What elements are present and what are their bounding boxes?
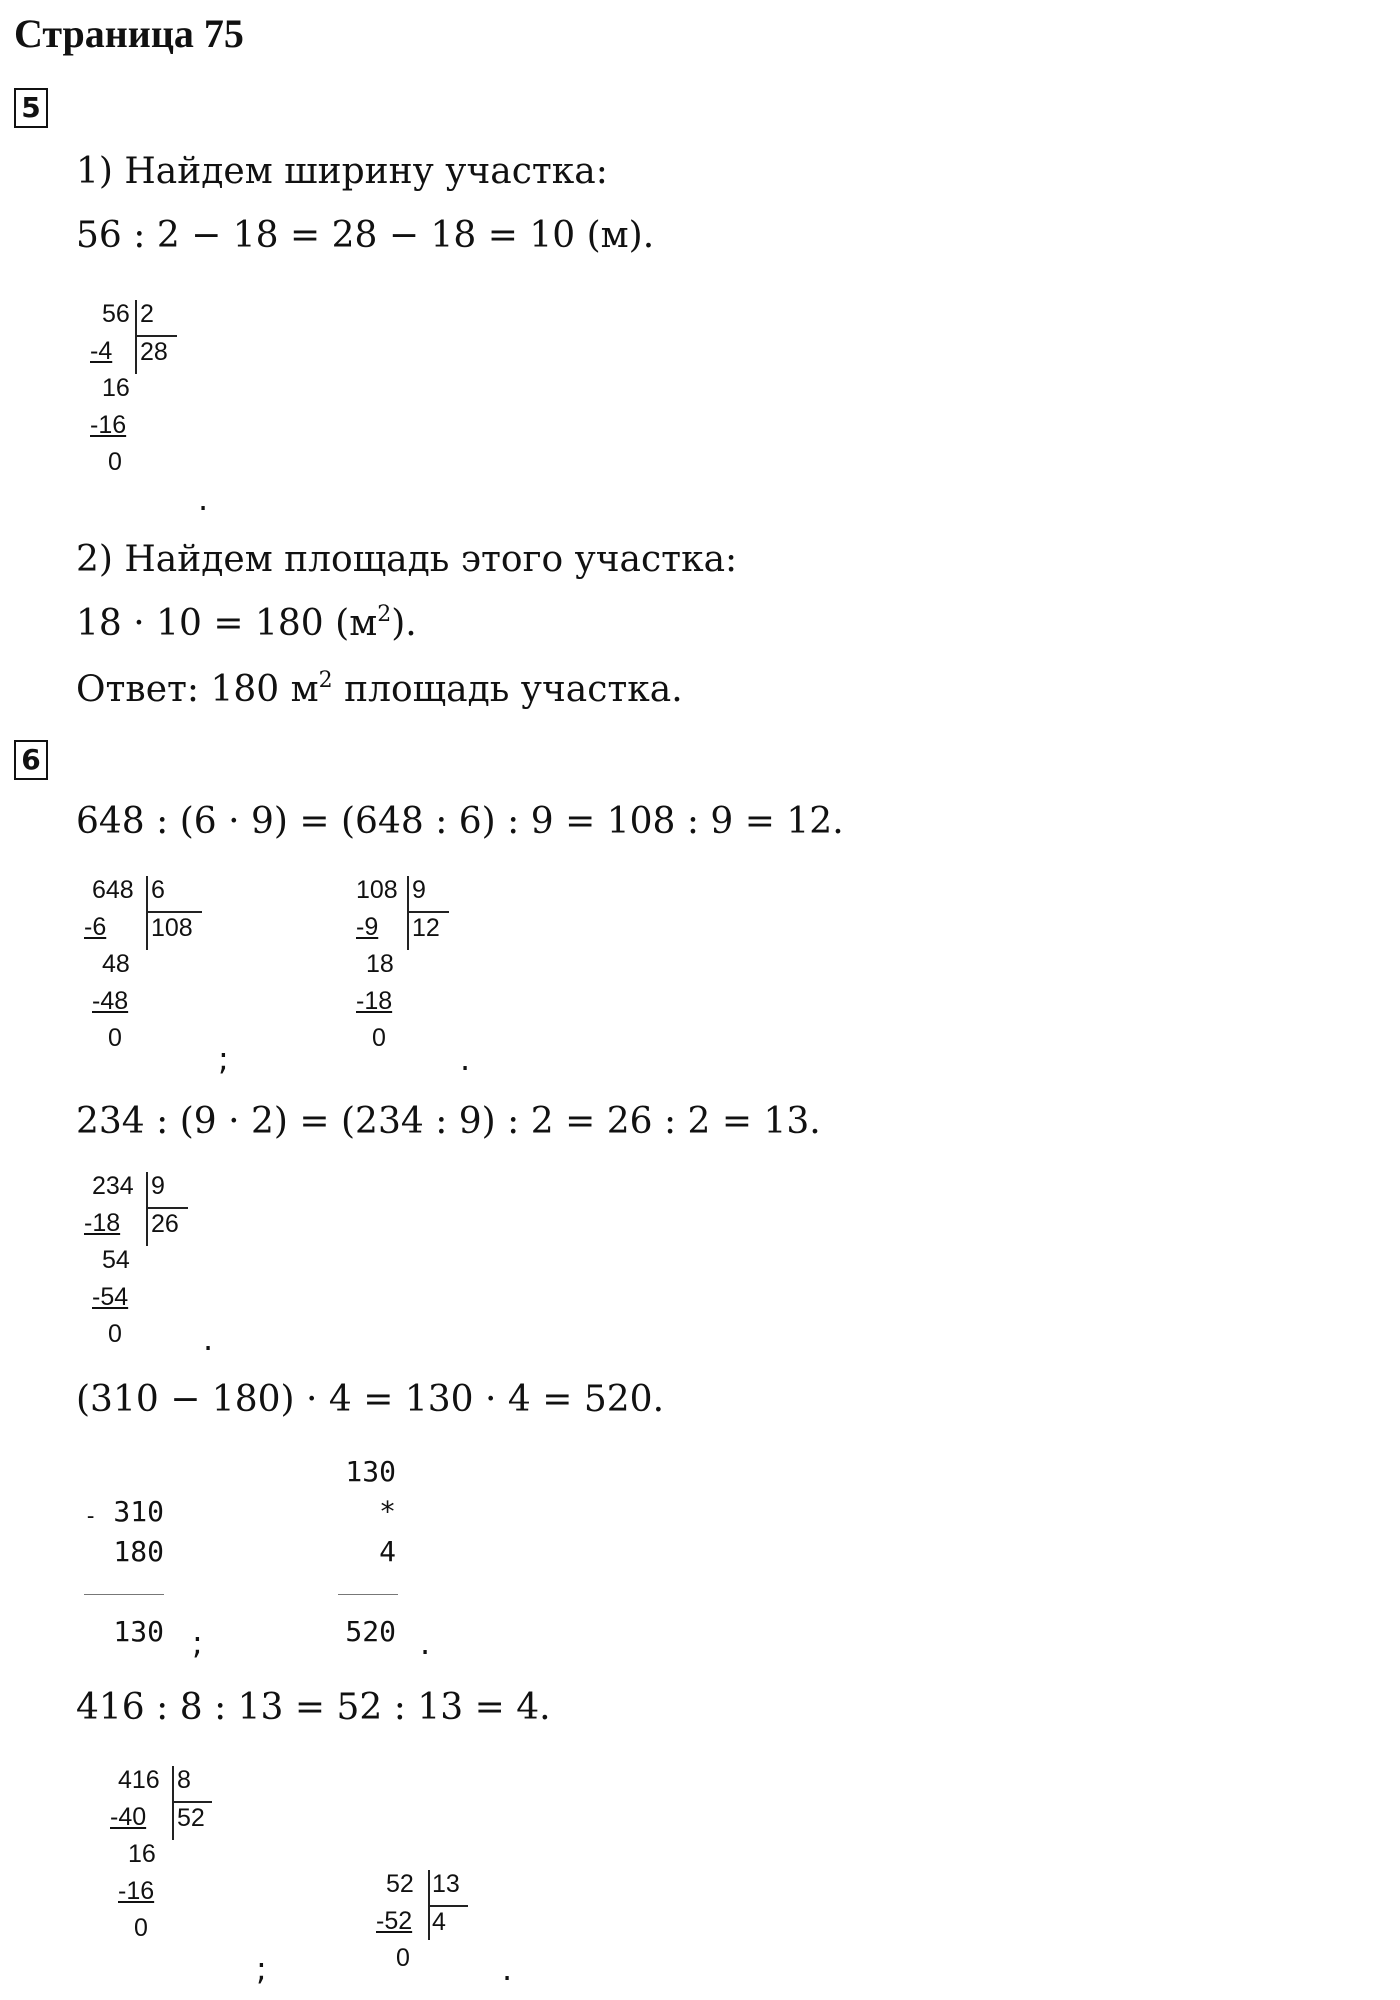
dividend: 234: [92, 1172, 134, 1200]
subtrahend: -18: [356, 987, 393, 1015]
task5-equation: 56 : 2 − 18 = 28 − 18 = 10 (м).: [76, 215, 655, 256]
task6-equation-1: 648 : (6 · 9) = (648 : 6) : 9 = 108 : 9 = 12.: [76, 801, 844, 842]
semicolon: ;: [256, 1950, 267, 1988]
long-division-56-by-2: [88, 296, 130, 481]
task5-step1-text: 1) Найдем ширину участка:: [76, 151, 608, 192]
divisor: 2: [140, 300, 154, 328]
division-bar: [135, 300, 137, 374]
remainder: 16: [128, 1840, 156, 1868]
divisor: 9: [412, 876, 426, 904]
quotient: 52: [177, 1804, 205, 1832]
divisor: 8: [177, 1766, 191, 1794]
period: .: [198, 480, 209, 518]
dividend: 648: [92, 876, 134, 904]
quotient: 26: [151, 1210, 179, 1238]
difference: 130: [113, 1615, 164, 1648]
multiplicand: 130: [345, 1455, 396, 1488]
remainder: 16: [102, 374, 130, 402]
final-remainder: 0: [108, 1320, 122, 1348]
subtrahend: -16: [118, 1877, 155, 1905]
page-title: Страница 75: [14, 11, 244, 56]
subtrahend: -9: [356, 913, 379, 941]
period: .: [502, 1950, 513, 1988]
long-division-234-by-9: [82, 1168, 134, 1353]
subtrahend: -54: [92, 1283, 129, 1311]
remainder: 54: [102, 1246, 130, 1274]
division-bar: [407, 876, 409, 950]
subtrahend: -40: [110, 1803, 147, 1831]
subtrahend: -48: [92, 987, 129, 1015]
long-division-416-by-8: [108, 1762, 160, 1947]
final-remainder: 0: [372, 1024, 386, 1052]
final-remainder: 0: [134, 1914, 148, 1942]
quotient: 108: [151, 914, 193, 942]
subtrahend: -52: [376, 1907, 413, 1935]
dividend: 56: [102, 300, 130, 328]
long-division-648-by-6: [82, 872, 134, 1057]
multiplier: 4: [379, 1535, 396, 1568]
product: 520: [345, 1615, 396, 1648]
subtrahend: 180: [113, 1535, 164, 1568]
task5-answer: Ответ: 180 $м^2$ площадь участка.: [76, 668, 683, 710]
period: .: [460, 1040, 471, 1078]
subtrahend: -6: [84, 913, 107, 941]
semicolon: ;: [192, 1624, 203, 1662]
semicolon: ;: [218, 1040, 229, 1078]
remainder: 18: [366, 950, 394, 978]
task-number-badge: 5: [14, 88, 48, 128]
remainder: 48: [102, 950, 130, 978]
column-multiplication: [336, 1452, 396, 1572]
task-number-badge: 6: [14, 740, 48, 780]
division-bar: [172, 1766, 174, 1840]
division-bar: [146, 1172, 148, 1246]
divisor: 9: [151, 1172, 165, 1200]
final-remainder: 0: [396, 1944, 410, 1972]
task6-equation-3: (310 − 180) · 4 = 130 · 4 = 520.: [76, 1379, 665, 1420]
result-line: [338, 1594, 398, 1595]
subtrahend: -16: [90, 411, 127, 439]
final-remainder: 0: [108, 448, 122, 476]
quotient: 12: [412, 914, 440, 942]
multiplication-sign: *: [379, 1495, 396, 1528]
final-remainder: 0: [108, 1024, 122, 1052]
task6-equation-2: 234 : (9 · 2) = (234 : 9) : 2 = 26 : 2 = 13.: [76, 1101, 821, 1142]
task5-area-equation: 18 · 10 = 180 $(м^2)$.: [76, 602, 417, 644]
period: .: [203, 1320, 214, 1358]
dividend: 52: [386, 1870, 414, 1898]
column-subtraction: [104, 1492, 164, 1572]
quotient: 4: [432, 1908, 446, 1936]
subtrahend: -18: [84, 1209, 121, 1237]
minuend: 310: [113, 1495, 164, 1528]
task6-equation-4: 416 : 8 : 13 = 52 : 13 = 4.: [76, 1687, 551, 1728]
divisor: 6: [151, 876, 165, 904]
task5-step2-text: 2) Найдем площадь этого участка:: [76, 539, 738, 580]
subtrahend: -4: [90, 337, 113, 365]
divisor: 13: [432, 1870, 460, 1898]
result-line: [84, 1594, 164, 1595]
division-bar: [146, 876, 148, 950]
dividend: 416: [118, 1766, 160, 1794]
long-division-108-by-9: [352, 872, 398, 1057]
period: .: [420, 1624, 431, 1662]
quotient: 28: [140, 338, 168, 366]
long-division-52-by-13: [376, 1866, 414, 1977]
dividend: 108: [356, 876, 398, 904]
subtraction-sign: -: [84, 1504, 98, 1529]
